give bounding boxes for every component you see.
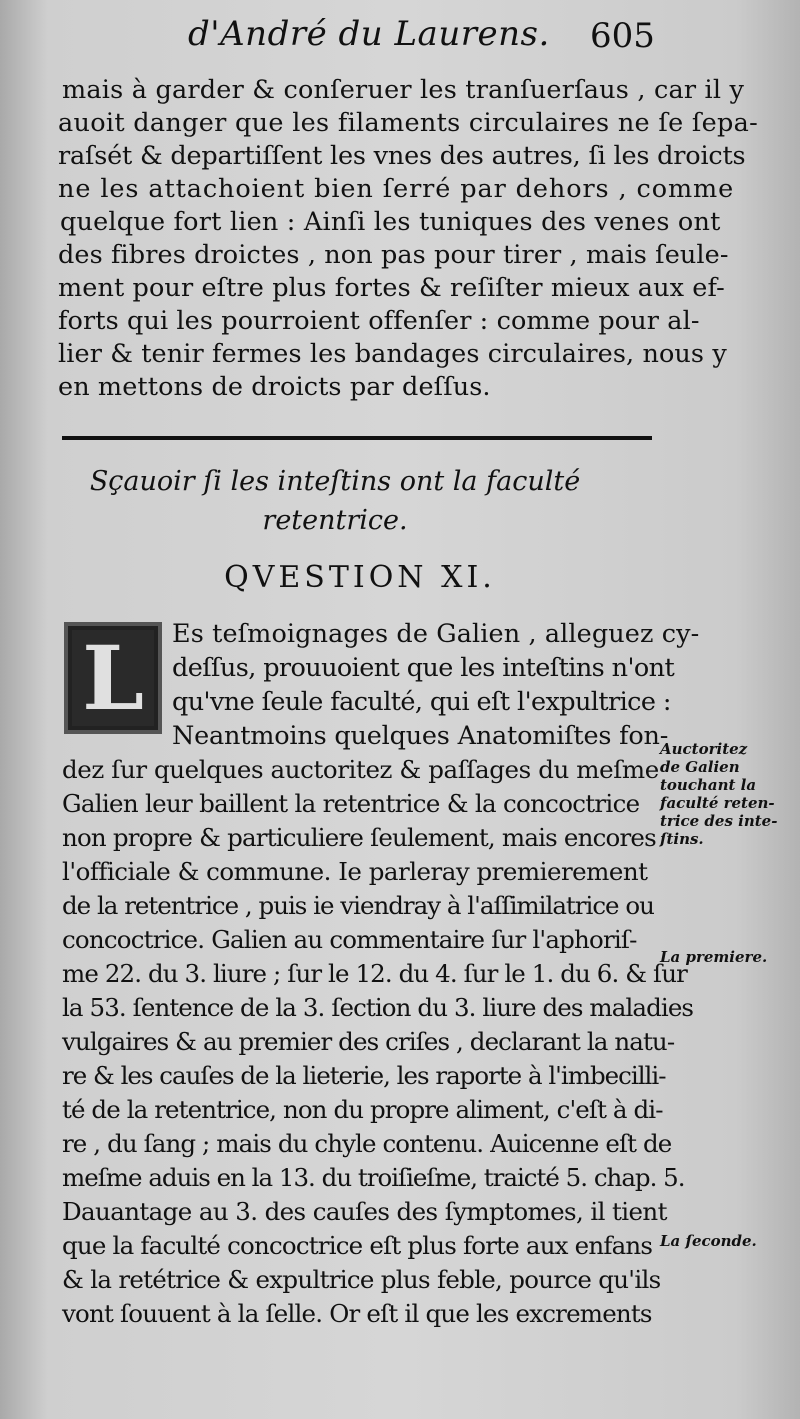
text-line: quelque fort lien : Ainſi les tuniques des venes ont <box>60 207 721 237</box>
text-line: dez ſur quelques auctoritez & paſſages du meſme <box>62 755 659 784</box>
text-line: des fibres droictes , non pas pour tirer , mais ſeule- <box>58 240 729 270</box>
text-line: me 22. du 3. liure ; ſur le 12. du 4. ſur le 1. du 6. & ſur <box>62 959 687 988</box>
text-line: meſme aduis en la 13. du troiſieſme, traicté 5. chap. 5. <box>62 1163 685 1192</box>
text-line: Neantmoins quelques Anatomiſtes fon- <box>172 721 669 751</box>
text-line: re & les cauſes de la lieterie, les raporte à l'imbecilli- <box>62 1061 666 1090</box>
text-line: ne les attachoient bien ſerré par dehors , comme <box>58 174 735 204</box>
text-line: vulgaires & au premier des criſes , declarant la natu- <box>62 1027 675 1056</box>
text-line: lier & tenir fermes les bandages circulaires, nous y <box>58 339 727 369</box>
text-line: concoctrice. Galien au commentaire ſur l'aphoriſ- <box>62 925 637 954</box>
text-line: en mettons de droicts par deſſus. <box>58 372 491 402</box>
text-line: qu'vne ſeule faculté, qui eſt l'expultrice : <box>172 687 671 717</box>
text-line: & la retétrice & expultrice plus feble, pource qu'ils <box>62 1265 661 1294</box>
text-line: raſsét & departiſſent les vnes des autres, ſi les droicts <box>58 141 746 171</box>
margin-note-second: La ſeconde. <box>660 1232 757 1250</box>
text-line: re , du ſang ; mais du chyle contenu. Auicenne eſt de <box>62 1129 672 1158</box>
text-line: ment pour eſtre plus fortes & reſiſter mieux aux ef- <box>58 273 725 303</box>
text-line: mais à garder & conſeruer les tranſuerſaus , car il y <box>62 75 745 105</box>
margin-note-line: Auctoritez <box>660 740 748 758</box>
text-line: forts qui les pourroient offenſer : comme pour al- <box>58 306 700 336</box>
page-number: 605 <box>590 16 655 56</box>
margin-note-line: trice des inte- <box>660 812 778 830</box>
margin-note-line: de Galien <box>660 758 740 776</box>
margin-note-line: touchant la <box>660 776 757 794</box>
margin-note-first: La premiere. <box>660 948 768 966</box>
question-heading: QVESTION XI. <box>224 560 496 595</box>
text-line: que la faculté concoctrice eſt plus forte aux enfans <box>62 1231 653 1260</box>
text-line: Dauantage au 3. des cauſes des ſymptomes, il tient <box>62 1197 667 1226</box>
text-line: té de la retentrice, non du propre aliment, c'eſt à di- <box>62 1095 663 1124</box>
section-title-line-1: Sçauoir ſi les inteſtins ont la faculté <box>89 466 581 497</box>
text-line: non propre & particuliere ſeulement, mais encores <box>62 823 656 852</box>
text-line: Es teſmoignages de Galien , alleguez cy- <box>172 619 700 649</box>
section-title-line-2: retentrice. <box>262 505 408 536</box>
margin-note-line: faculté reten- <box>660 794 775 812</box>
decorated-initial <box>64 622 162 734</box>
text-line: auoit danger que les filaments circulaires ne ſe ſepa- <box>58 108 759 138</box>
text-line: l'officiale & commune. Ie parleray premierement <box>62 857 648 886</box>
text-line: deſſus, prouuoient que les inteſtins n'ont <box>172 653 675 683</box>
text-line: vont ſouuent à la ſelle. Or eſt il que les excrements <box>62 1299 652 1328</box>
text-line: Galien leur baillent la retentrice & la concoctrice <box>62 789 640 818</box>
text-line: de la retentrice , puis ie viendray à l'aſſimilatrice ou <box>62 891 654 920</box>
margin-note-authorities <box>660 740 777 848</box>
text-line: la 53. ſentence de la 3. ſection du 3. liure des maladies <box>62 993 694 1022</box>
margin-note-line: ſtins. <box>660 830 704 848</box>
running-header-title: d'André du Laurens. <box>188 14 550 54</box>
section-divider <box>62 436 652 440</box>
decorated-initial-letter: L <box>82 626 144 730</box>
